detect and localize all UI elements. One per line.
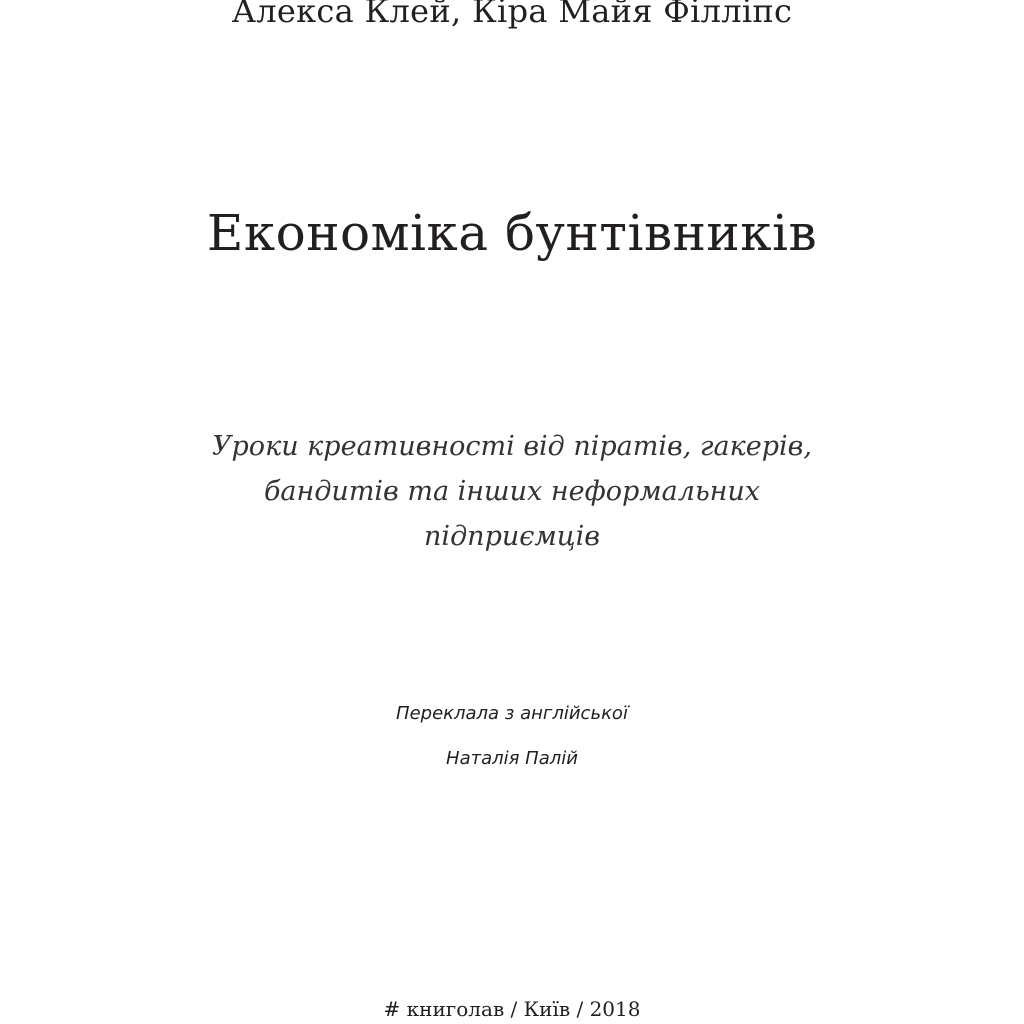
translator-credit: Переклала з англійської <box>396 703 628 724</box>
subtitle-line: підприємців <box>424 521 600 552</box>
book-title: Економіка бунтівників <box>206 204 818 262</box>
subtitle-line: бандитів та інших неформальних <box>263 476 761 507</box>
translator-name: Наталія Палій <box>446 748 578 769</box>
imprint: # книголав / Київ / 2018 <box>383 997 641 1021</box>
subtitle <box>0 424 1024 559</box>
subtitle-line: Уроки креативності від піратів, гакерів, <box>212 431 812 462</box>
authors: Алекса Клей, Кіра Майя Філліпс <box>231 0 793 30</box>
